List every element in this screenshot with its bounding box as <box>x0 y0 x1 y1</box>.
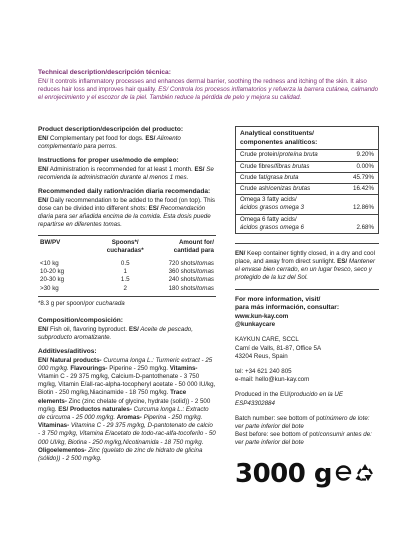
contact-title: For more information, visit/ para más información, consultar: <box>235 295 340 312</box>
analytical-title: Analytical constituents/ componentes analíticos: <box>240 130 318 146</box>
en-tag: EN/ <box>38 196 49 204</box>
instructions-en-text: Administration is recommended for at least 1 month. <box>48 165 195 173</box>
dosage-amount-es: tomas <box>197 259 214 267</box>
dosage-amount-en: 180 shots/ <box>168 284 198 292</box>
daily-es-text: Recomendación diaria para ser añadida encima de la comida. Esta dosis puede repartirse en diferentes tomas. <box>38 205 211 229</box>
analytical-row <box>236 149 378 160</box>
additives-aromas-text: Piperina - 250 mg/kg. <box>141 414 203 422</box>
recycle-icon <box>355 462 375 485</box>
composition-section <box>38 317 216 342</box>
social-handle[interactable]: @kunkaycare <box>235 321 276 329</box>
weight-row <box>235 457 379 491</box>
analytical-value: 12.86% <box>353 204 374 212</box>
additives-flavourings-text: Piperine - 250 mg/kg. <box>107 364 170 372</box>
dosage-bw: <10 kg <box>40 259 59 267</box>
right-column <box>235 126 379 491</box>
instructions-section <box>38 157 216 182</box>
additives-es-natural-text: Curcuma longa L.: Extracto de cúrcuma - 25 000 mg/kg. <box>38 405 209 422</box>
daily-section <box>38 188 216 229</box>
additives-vitamins-label: Vitamins- <box>169 364 198 372</box>
dosage-amount-en: 240 shots/ <box>168 276 198 284</box>
analytical-row <box>236 194 378 213</box>
daily-text <box>38 197 216 230</box>
additives-aromas-label: Aromas- <box>116 414 142 422</box>
address-line-1: Camí de Valls, 81-87, Office 5A <box>235 344 322 352</box>
company-name: KAYKUN CARE, SCCL <box>235 336 299 344</box>
dosage-amount-es: tomas <box>197 284 214 292</box>
analytical-label-es: cenizas brutas <box>270 184 311 192</box>
analytical-label <box>240 185 310 193</box>
dosage-spoons: 2 <box>123 284 127 292</box>
analytical-label <box>240 174 298 182</box>
product-section <box>38 126 216 151</box>
dosage-row <box>38 276 216 284</box>
analytical-value: 9.20% <box>356 151 374 159</box>
composition-title: Composition/composición: <box>38 316 123 324</box>
dosage-amount-en: 360 shots/ <box>168 268 198 276</box>
es-tag: ES/ <box>148 205 159 213</box>
analytical-row <box>236 161 378 172</box>
additives-natural-text: Curcuma longa L.: Turmeric extract - 25 000 mg/kg. <box>38 356 213 372</box>
instructions-es-text: Se recomienda la administración durante al menos 1 mes. <box>38 165 214 181</box>
batch-section <box>235 415 379 448</box>
storage-es-text: Mantener el envase bien cerrado, en un lugar fresco, seco y protegido de la luz del Sol. <box>235 258 375 282</box>
additives-title: Additives/aditivos: <box>38 348 97 355</box>
dosage-header-row <box>38 236 216 257</box>
analytical-value: 45.79% <box>353 173 374 181</box>
additives-vitamins-text: Vitamin C - 29 375 mg/kg, Calcium-D-pantothenate - 3 750 mg/kg, Vitamin E/all-rac-alpha-tocopheryl acetate - 50 000 IU/kg, Biotin - 250 mg/kg,Niacinamide - 18 750 mg/kg. <box>38 373 216 397</box>
divider <box>235 243 379 244</box>
product-title: Product description/descripción del producto: <box>38 126 184 133</box>
composition-es-text: Aceite de pescado, subproducto aromatizante. <box>38 325 193 341</box>
composition-en-text: Fish oil, flavoring byproduct. <box>48 325 129 333</box>
best-before-es: consumir antes de: ver parte inferior del bote <box>235 431 372 447</box>
storage-en-text: Keep container tightly closed, in a dry and cool place, and away from direct sunlight. <box>235 249 375 266</box>
analytical-label-en: Crude ash/ <box>240 184 271 192</box>
telephone: tel: +34 621 240 805 <box>235 368 292 375</box>
technical-section <box>38 69 380 102</box>
additives-en-text <box>38 357 216 463</box>
en-tag: EN/ <box>38 325 49 333</box>
batch-es: número de lote: ver parte inferior del bote <box>235 414 370 430</box>
analytical-row <box>236 214 378 233</box>
estimated-e-mark-icon <box>335 462 352 485</box>
dosage-bw: 10-20 kg <box>40 268 65 276</box>
es-tag: ES/ <box>145 134 156 142</box>
analytical-value: 16.42% <box>353 184 374 192</box>
technical-title: Technical description/descripción técnica: <box>38 69 171 76</box>
analytical-value: 2.68% <box>356 223 374 231</box>
additives-oligo-text: Zinc (quelato de zinc de hidrato de glicina (sólido)) - 2 500 mg/kg. <box>38 446 203 462</box>
technical-text-en: EN/ It controls inflammatory processes and enhances dermal barrier, soothing the redness and itching of the skin. It also reduces hair loss and improves hair quality. <box>38 77 367 93</box>
additives-flavourings-label: Flavourings- <box>70 364 108 372</box>
analytical-label <box>240 216 304 232</box>
dosage-amount-en: 720 shots/ <box>168 259 198 267</box>
dosage-spoons: 0.5 <box>120 259 130 267</box>
analytical-value: 0.00% <box>356 162 374 170</box>
technical-text-es: ES/ Controla los procesos inflamatorios y refuerza la barrera cutánea, calmando el enrojecimiento y el escozor de la piel. También reduce la pérdida de pelo y mejora su calidad. <box>38 85 379 102</box>
analytical-label <box>240 151 318 159</box>
analytical-label-es: ácidos grasos omega 6 <box>240 223 304 231</box>
net-weight: 3000 g <box>235 458 333 489</box>
product-es-text: Alimento complementario para perros. <box>38 134 181 150</box>
dosage-row <box>38 257 216 268</box>
product-text <box>38 135 216 151</box>
dosage-spoons: 1 <box>123 268 127 276</box>
analytical-label-en: Omega 3 fatty acids/ <box>240 196 297 204</box>
production-es: producido en la UE <box>290 391 344 399</box>
dosage-footnote-en: *8.3 g per spoon/ <box>38 299 86 307</box>
daily-en-text: Daily recommendation to be added to the food (on top). This dose can be divided into different shots: <box>38 196 216 213</box>
dosage-footnote-es: por cucharada <box>85 299 125 307</box>
additives-trace-label: Trace elements- <box>38 389 187 405</box>
dosage-bw: >30 kg <box>40 284 59 292</box>
additives-section <box>38 348 216 463</box>
additives-trace-text: Zinc (zinc chelate of glycine, hydrate (solid)) - 2 500 mg/kg. <box>38 397 211 413</box>
analytical-label-en: Omega 6 fatty acids/ <box>240 215 297 223</box>
analytical-label-es: proteína bruta <box>279 151 318 159</box>
dosage-amount <box>152 285 216 293</box>
analytical-label-en: Crude fibres/ <box>240 162 276 170</box>
production-en: Produced in the EU/ <box>235 391 291 399</box>
dosage-amount <box>152 257 216 268</box>
additives-natural-label: EN/ Natural products- <box>38 356 102 364</box>
daily-title: Recommended daily ration/ración diaria recomendada: <box>38 188 211 196</box>
production-section <box>235 391 379 407</box>
batch-en: Batch number: see bottom of pot/ <box>235 414 327 422</box>
additives-oligo-label: Oligoelementos- <box>38 446 87 454</box>
analytical-label-es: grasa bruta <box>267 173 299 181</box>
website-link[interactable]: www.kun-kay.com <box>235 313 289 321</box>
dosage-table <box>38 235 216 297</box>
dosage-amount-es: tomas <box>197 268 214 276</box>
analytical-label-en: Crude fat/ <box>240 173 268 181</box>
dosage-row <box>38 268 216 276</box>
analytical-label <box>240 163 309 171</box>
analytical-table <box>235 126 379 234</box>
es-tag: ES/ <box>128 325 139 333</box>
analytical-label <box>240 196 304 212</box>
divider <box>235 289 379 290</box>
address-line-2: 43204 Reus, Spain <box>235 352 288 360</box>
additives-es-natural-label: ES/ Productos naturales- <box>58 405 132 413</box>
dosage-amount-es: tomas <box>197 276 214 284</box>
en-tag: EN/ <box>235 249 246 257</box>
email[interactable]: e-mail: hello@kun-kay.com <box>235 376 310 384</box>
instructions-title: Instructions for proper use/modo de empleo: <box>38 157 179 165</box>
es-tag: ES/ <box>337 258 348 266</box>
additives-vitaminas-text: Vitamina C - 29 375 mg/kg, D-pantotenato de calcio - 3 750 mg/kg, Vitamina E/acetato de todo-rac-alfa-tocoferilo - 50 000 UI/kg, Biotina - 250 mg/kg,Nicotinamida - 18 750 mg/kg. <box>38 422 216 446</box>
production-code: ESP43302884 <box>235 399 275 407</box>
storage-text <box>235 250 379 283</box>
left-column <box>38 126 216 463</box>
technical-text <box>38 78 380 103</box>
analytical-label-es: fibras brutas <box>275 162 310 170</box>
dosage-row <box>38 285 216 293</box>
dosage-amount <box>152 268 216 276</box>
en-tag: EN/ <box>38 165 49 173</box>
composition-text <box>38 326 216 342</box>
analytical-row <box>236 172 378 183</box>
product-en-text: Complementary pet food for dogs. <box>48 134 146 142</box>
dosage-header-amount: Amount for/ cantidad para <box>173 238 214 254</box>
dosage-amount <box>152 276 216 284</box>
es-tag: ES/ <box>194 165 205 173</box>
best-before-en: Best before: see bottom of pot/ <box>235 431 320 439</box>
analytical-label-en: Crude protein/ <box>240 151 280 159</box>
additives-vitaminas-label: Vitaminas- <box>38 422 70 430</box>
dosage-spoons: 1.5 <box>120 276 130 284</box>
dosage-bw: 20-30 kg <box>40 276 65 284</box>
contact-section <box>235 296 379 385</box>
analytical-label-es: ácidos grasos omega 3 <box>240 204 304 212</box>
en-tag: EN/ <box>38 134 49 142</box>
analytical-row <box>236 183 378 194</box>
instructions-text <box>38 166 216 182</box>
dosage-footnote <box>38 300 216 308</box>
dosage-header-bw: BW/PV <box>40 238 61 246</box>
dosage-header-spoons: Spoons*/ cucharadas* <box>106 238 144 254</box>
